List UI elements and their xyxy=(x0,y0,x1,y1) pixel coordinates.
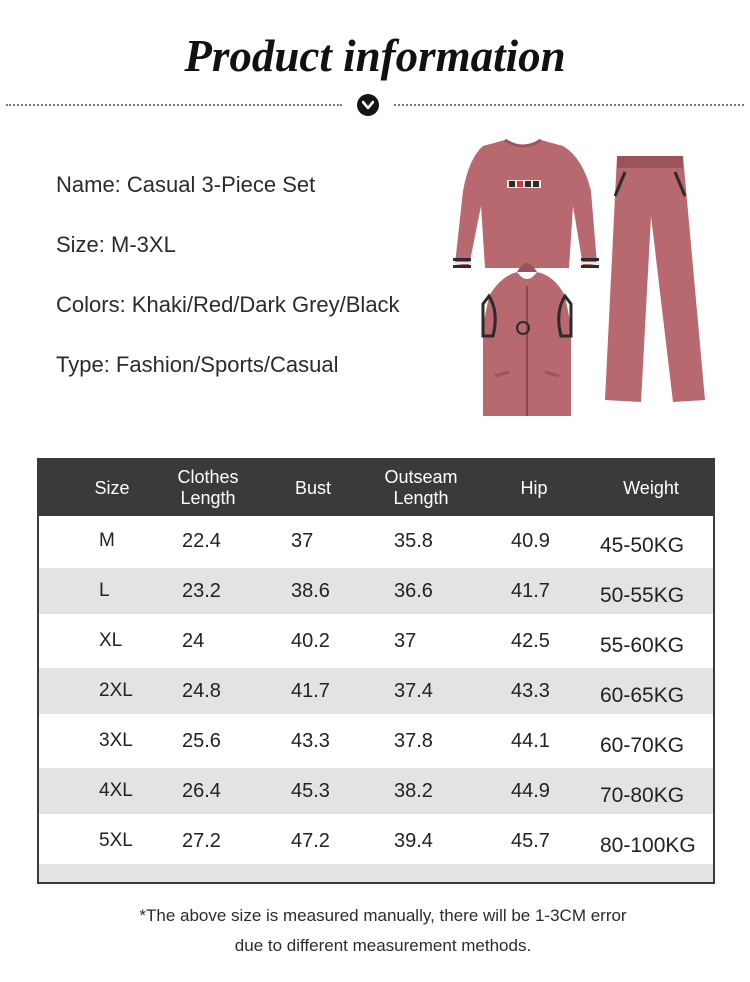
table-row xyxy=(39,668,713,714)
cell-size: 3XL xyxy=(99,730,133,751)
cell-bust: 45.3 xyxy=(291,780,330,802)
cell-weight: 55-60KG xyxy=(600,634,685,657)
cell-size: M xyxy=(99,530,115,551)
cell-size: XL xyxy=(99,630,123,651)
cell-clothes-length: 23.2 xyxy=(182,580,221,602)
cell-hip: 40.9 xyxy=(511,530,550,552)
cell-bust: 37 xyxy=(291,530,314,552)
cell-hip: 44.9 xyxy=(511,780,550,802)
cell-outseam-length: 35.8 xyxy=(394,530,433,552)
header-hip: Hip xyxy=(520,477,548,498)
cell-clothes-length: 25.6 xyxy=(182,730,221,752)
cell-outseam-length: 36.6 xyxy=(394,580,433,602)
chevron-down-icon xyxy=(357,94,379,116)
cell-clothes-length: 26.4 xyxy=(182,780,221,802)
cell-weight: 60-70KG xyxy=(600,734,685,757)
measurement-note-line1: *The above size is measured manually, there will be 1-3CM error xyxy=(139,906,627,925)
size-table xyxy=(37,458,715,884)
cell-outseam-length: 37 xyxy=(394,630,417,652)
vest-image xyxy=(483,263,571,416)
cell-hip: 42.5 xyxy=(511,630,550,652)
cell-outseam-length: 37.4 xyxy=(394,680,433,702)
table-row xyxy=(39,516,713,568)
header-outseam-length: Outseam Length xyxy=(384,467,458,508)
cell-clothes-length: 22.4 xyxy=(182,530,221,552)
pants-image xyxy=(605,156,705,402)
cell-size: 2XL xyxy=(99,680,133,701)
info-colors: Colors: Khaki/Red/Dark Grey/Black xyxy=(56,292,400,317)
cell-bust: 38.6 xyxy=(291,580,330,602)
dotted-divider-right xyxy=(394,104,744,106)
table-row xyxy=(39,718,713,764)
cell-bust: 41.7 xyxy=(291,680,330,702)
header-bust: Bust xyxy=(294,477,332,498)
product-image xyxy=(445,136,730,421)
table-row xyxy=(39,818,713,864)
table-row xyxy=(39,618,713,664)
size-table-header xyxy=(39,460,713,516)
sweatshirt-image xyxy=(453,140,599,268)
cell-size: L xyxy=(99,580,110,601)
cell-hip: 44.1 xyxy=(511,730,550,752)
cell-outseam-length: 39.4 xyxy=(394,830,433,852)
cell-clothes-length: 24.8 xyxy=(182,680,221,702)
cell-weight: 45-50KG xyxy=(600,534,685,557)
cell-outseam-length: 37.8 xyxy=(394,730,433,752)
chest-logo xyxy=(507,180,541,188)
info-name: Name: Casual 3-Piece Set xyxy=(56,172,316,197)
cell-clothes-length: 27.2 xyxy=(182,830,221,852)
cell-hip: 45.7 xyxy=(511,830,550,852)
measurement-note-line2: due to different measurement methods. xyxy=(234,936,532,955)
header-clothes-length: Clothes Length xyxy=(177,467,239,508)
cell-weight: 70-80KG xyxy=(600,784,685,807)
table-row xyxy=(39,568,713,614)
dotted-divider-left xyxy=(6,104,342,106)
cell-hip: 43.3 xyxy=(511,680,550,702)
cell-bust: 43.3 xyxy=(291,730,330,752)
header-weight: Weight xyxy=(623,477,679,498)
cell-weight: 60-65KG xyxy=(600,684,685,707)
cell-size: 4XL xyxy=(99,780,133,801)
page-title: Product information xyxy=(184,31,566,81)
cell-weight: 80-100KG xyxy=(600,834,696,857)
table-row xyxy=(39,768,713,814)
info-type: Type: Fashion/Sports/Casual xyxy=(56,352,339,377)
table-footer-strip xyxy=(39,864,713,884)
cell-outseam-length: 38.2 xyxy=(394,780,433,802)
cell-bust: 47.2 xyxy=(291,830,330,852)
cell-hip: 41.7 xyxy=(511,580,550,602)
header-size: Size xyxy=(94,477,130,498)
cell-clothes-length: 24 xyxy=(182,630,205,652)
info-size: Size: M-3XL xyxy=(56,232,176,257)
cell-size: 5XL xyxy=(99,830,133,851)
cell-weight: 50-55KG xyxy=(600,584,685,607)
cell-bust: 40.2 xyxy=(291,630,330,652)
